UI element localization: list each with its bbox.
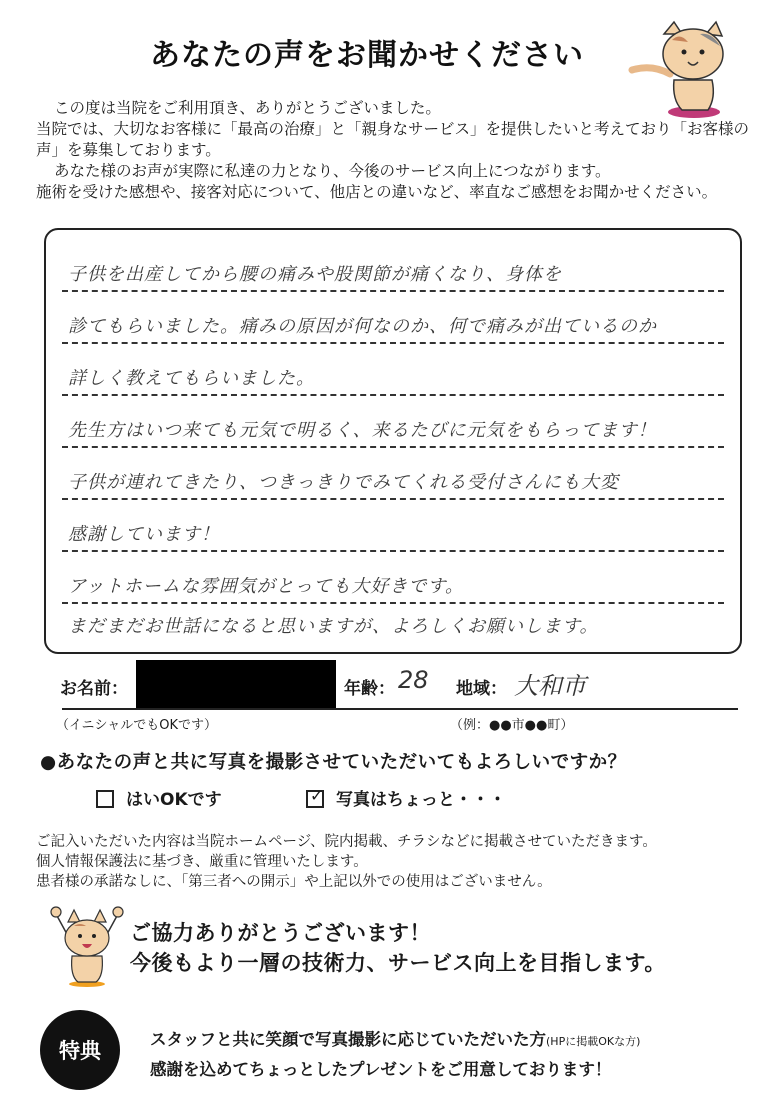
- check-mark-icon: ✓: [310, 786, 324, 805]
- intro-line: この度は当院をご利用頂き、ありがとうございました。: [54, 99, 441, 117]
- region-value: 大和市: [514, 672, 586, 700]
- thanks-line: ご協力ありがとうございます！: [130, 921, 431, 945]
- info-row: [58, 660, 738, 710]
- region-label: 地域：: [456, 679, 507, 699]
- bonus-note: (HPに掲載OKな方): [546, 1035, 641, 1048]
- disclaimer-line: 個人情報保護法に基づき、厳重に管理いたします。: [36, 854, 368, 870]
- bonus-line: 感謝を込めてちょっとしたプレゼントをご用意しております！: [150, 1060, 612, 1079]
- feedback-line: 子供が連れてきたり、つきっきりでみてくれる受付さんにも大変: [62, 448, 724, 500]
- bonus-text: [150, 1026, 640, 1084]
- bonus-badge: 特典: [40, 1010, 120, 1090]
- feedback-line: アットホームな雰囲気がとっても大好きです。: [62, 552, 724, 604]
- option-no-label: 写真はちょっと・・・: [336, 790, 506, 810]
- thanks-line: 今後もより一層の技術力、サービス向上を目指します。: [130, 951, 666, 975]
- intro-line: 施術を受けた感想や、接客対応について、他店との違いなど、率直なご感想をお聞かせください。: [36, 183, 718, 201]
- feedback-box: [44, 228, 742, 654]
- option-yes[interactable]: [96, 785, 222, 810]
- intro-line: あなた様のお声が実際に私達の力となり、今後のサービス向上につながります。: [54, 162, 611, 180]
- disclaimer-line: 患者様の承諾なしに、「第三者への開示」や上記以外での使用はございません。: [36, 874, 552, 890]
- disclaimer-line: ご記入いただいた内容は当院ホームページ、院内掲載、チラシなどに掲載させていただきます。: [36, 834, 657, 850]
- region-example: （例：●●市●●町）: [450, 718, 574, 733]
- bonus-line: スタッフと共に笑顔で写真撮影に応じていただいた方: [150, 1030, 546, 1049]
- feedback-line: 子供を出産してから腰の痛みや股関節が痛くなり、身体を: [62, 240, 724, 292]
- checkbox-no[interactable]: [306, 786, 324, 808]
- disclaimer: [36, 832, 756, 892]
- feedback-line: まだまだお世話になると思いますが、よろしくお願いします。: [68, 616, 599, 637]
- feedback-line: 感謝しています！: [62, 500, 724, 552]
- option-yes-label: はいOKです: [126, 790, 222, 810]
- name-label: お名前：: [60, 679, 128, 699]
- age-label: 年齢：: [344, 679, 395, 699]
- option-no[interactable]: [306, 785, 506, 810]
- intro-line: 当院では、大切なお客様に「最高の治療」と「親身なサービス」を提供したいと考えており「お客様の声」を募集しております。: [36, 120, 750, 159]
- age-value: 28: [398, 666, 429, 694]
- thanks-message: [130, 918, 666, 978]
- feedback-line: 詳しく教えてもらいました。: [62, 344, 724, 396]
- name-note: （イニシャルでもOKです）: [56, 718, 217, 733]
- cat-mascot-cheering-icon: [42, 900, 132, 990]
- checkbox-yes[interactable]: [96, 790, 114, 808]
- page-title: あなたの声をお聞かせください: [150, 38, 584, 73]
- feedback-line: 先生方はいつ来ても元気で明るく、来るたびに元気をもらってます！: [62, 396, 724, 448]
- feedback-line: 診てもらいました。痛みの原因が何なのか、何で痛みが出ているのか: [62, 292, 724, 344]
- photo-question: ●あなたの声と共に写真を撮影させていただいてもよろしいですか？: [40, 752, 627, 773]
- name-redaction: [136, 660, 336, 708]
- intro-text: [36, 98, 756, 203]
- info-underline: [62, 708, 738, 710]
